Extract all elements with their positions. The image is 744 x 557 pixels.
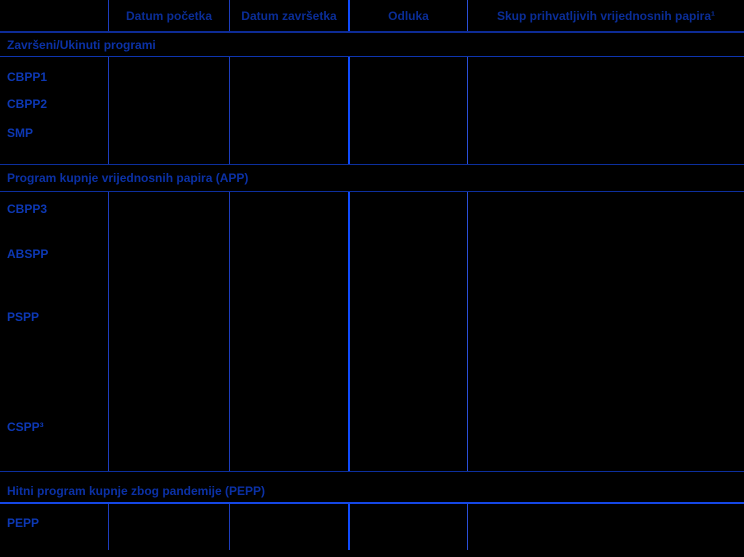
cell-completed-odluka bbox=[348, 57, 467, 164]
table-block-app bbox=[0, 192, 744, 472]
cell-pepp-skup-papira bbox=[467, 504, 744, 550]
cell-pepp-datum-pocetka bbox=[108, 504, 229, 550]
table-header-row bbox=[0, 0, 744, 33]
header-skup-papira: Skup prihvatljivih vrijednosnih papira¹ bbox=[467, 0, 744, 31]
cell-app-datum-pocetka bbox=[108, 192, 229, 471]
header-empty-cell bbox=[0, 0, 108, 31]
program-label-cbpp1: CBPP1 bbox=[7, 70, 48, 84]
program-label-smp: SMP bbox=[7, 126, 34, 140]
program-label-abspp: ABSPP bbox=[7, 247, 49, 261]
program-label-cbpp2: CBPP2 bbox=[7, 97, 48, 111]
header-datum-pocetka: Datum početka bbox=[108, 0, 229, 31]
cell-pepp-datum-zavrsetka bbox=[229, 504, 348, 550]
table-block-completed bbox=[0, 57, 744, 165]
program-label-column bbox=[0, 504, 108, 550]
header-datum-zavrsetka: Datum završetka bbox=[229, 0, 348, 31]
cell-app-odluka bbox=[348, 192, 467, 471]
cell-completed-datum-pocetka bbox=[108, 57, 229, 164]
section-pepp: Hitni program kupnje zbog pandemije (PEPP) bbox=[0, 472, 744, 504]
program-label-cspp: CSPP³ bbox=[7, 420, 44, 434]
cell-completed-skup-papira bbox=[467, 57, 744, 164]
table-block-pepp bbox=[0, 504, 744, 550]
section-app: Program kupnje vrijednosnih papira (APP) bbox=[0, 165, 744, 192]
header-odluka: Odluka bbox=[348, 0, 467, 31]
program-label-pspp: PSPP bbox=[7, 310, 40, 324]
cell-app-skup-papira bbox=[467, 192, 744, 471]
program-label-column bbox=[0, 192, 108, 471]
cell-completed-datum-zavrsetka bbox=[229, 57, 348, 164]
cell-app-datum-zavrsetka bbox=[229, 192, 348, 471]
program-label-pepp: PEPP bbox=[7, 516, 40, 530]
program-label-column bbox=[0, 57, 108, 164]
cell-pepp-odluka bbox=[348, 504, 467, 550]
program-label-cbpp3: CBPP3 bbox=[7, 202, 48, 216]
section-zavrseni-ukinuti-programi: Završeni/Ukinuti programi bbox=[0, 33, 744, 57]
